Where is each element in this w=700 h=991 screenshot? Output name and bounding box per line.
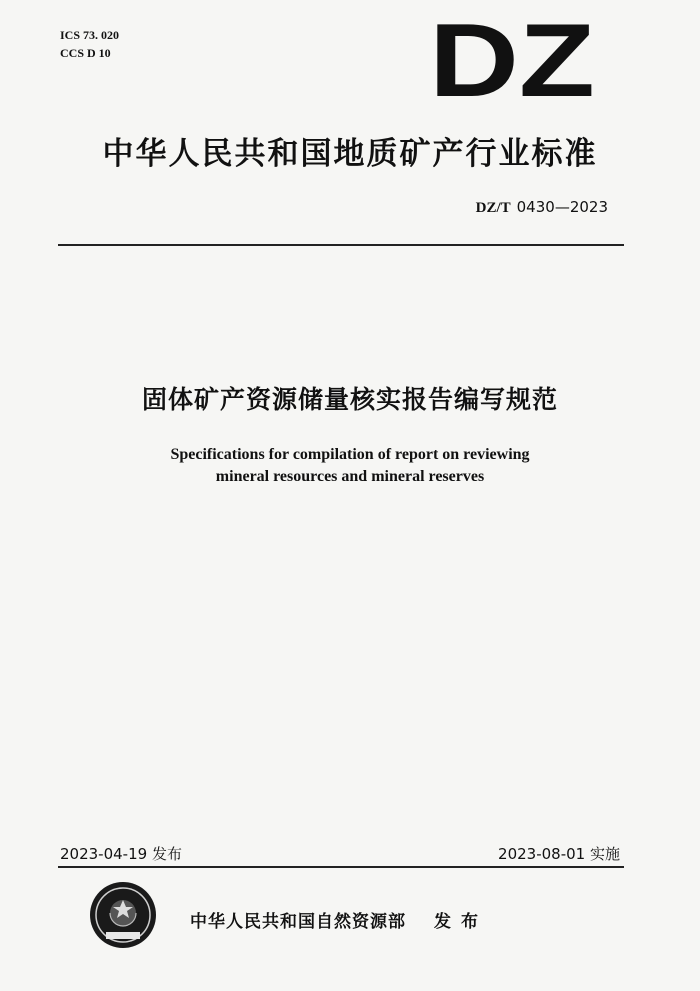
- header-divider: [58, 244, 624, 246]
- standard-number: [476, 198, 608, 217]
- issuing-authority: [190, 907, 488, 932]
- dz-logo: [428, 18, 596, 102]
- ccs-code: CCS D 10: [60, 46, 111, 60]
- official-seal-icon: [88, 880, 158, 950]
- standard-prefix: DZ/T: [475, 200, 511, 216]
- issuer-verb: 发布: [434, 912, 488, 932]
- industry-standard-title: 中华人民共和国地质矿产行业标准: [102, 136, 598, 172]
- issuer-name: 中华人民共和国自然资源部: [190, 912, 406, 932]
- issue-date: 2023-04-19 发布: [60, 845, 182, 863]
- dz-logo-text: DZ: [429, 18, 595, 102]
- title-en-line-2: mineral resources and mineral reserves: [215, 468, 485, 485]
- document-title-cn: 固体矿产资源储量核实报告编写规范: [141, 385, 558, 414]
- ics-code: ICS 73. 020: [60, 28, 120, 42]
- classification-codes: [60, 26, 119, 62]
- implementation-date: 2023-08-01 实施: [498, 845, 620, 863]
- footer-divider: [58, 866, 624, 868]
- title-en-line-1: Specifications for compilation of report on reviewing: [170, 446, 530, 463]
- standard-code: 0430—2023: [516, 198, 608, 216]
- document-title-en: [0, 444, 700, 488]
